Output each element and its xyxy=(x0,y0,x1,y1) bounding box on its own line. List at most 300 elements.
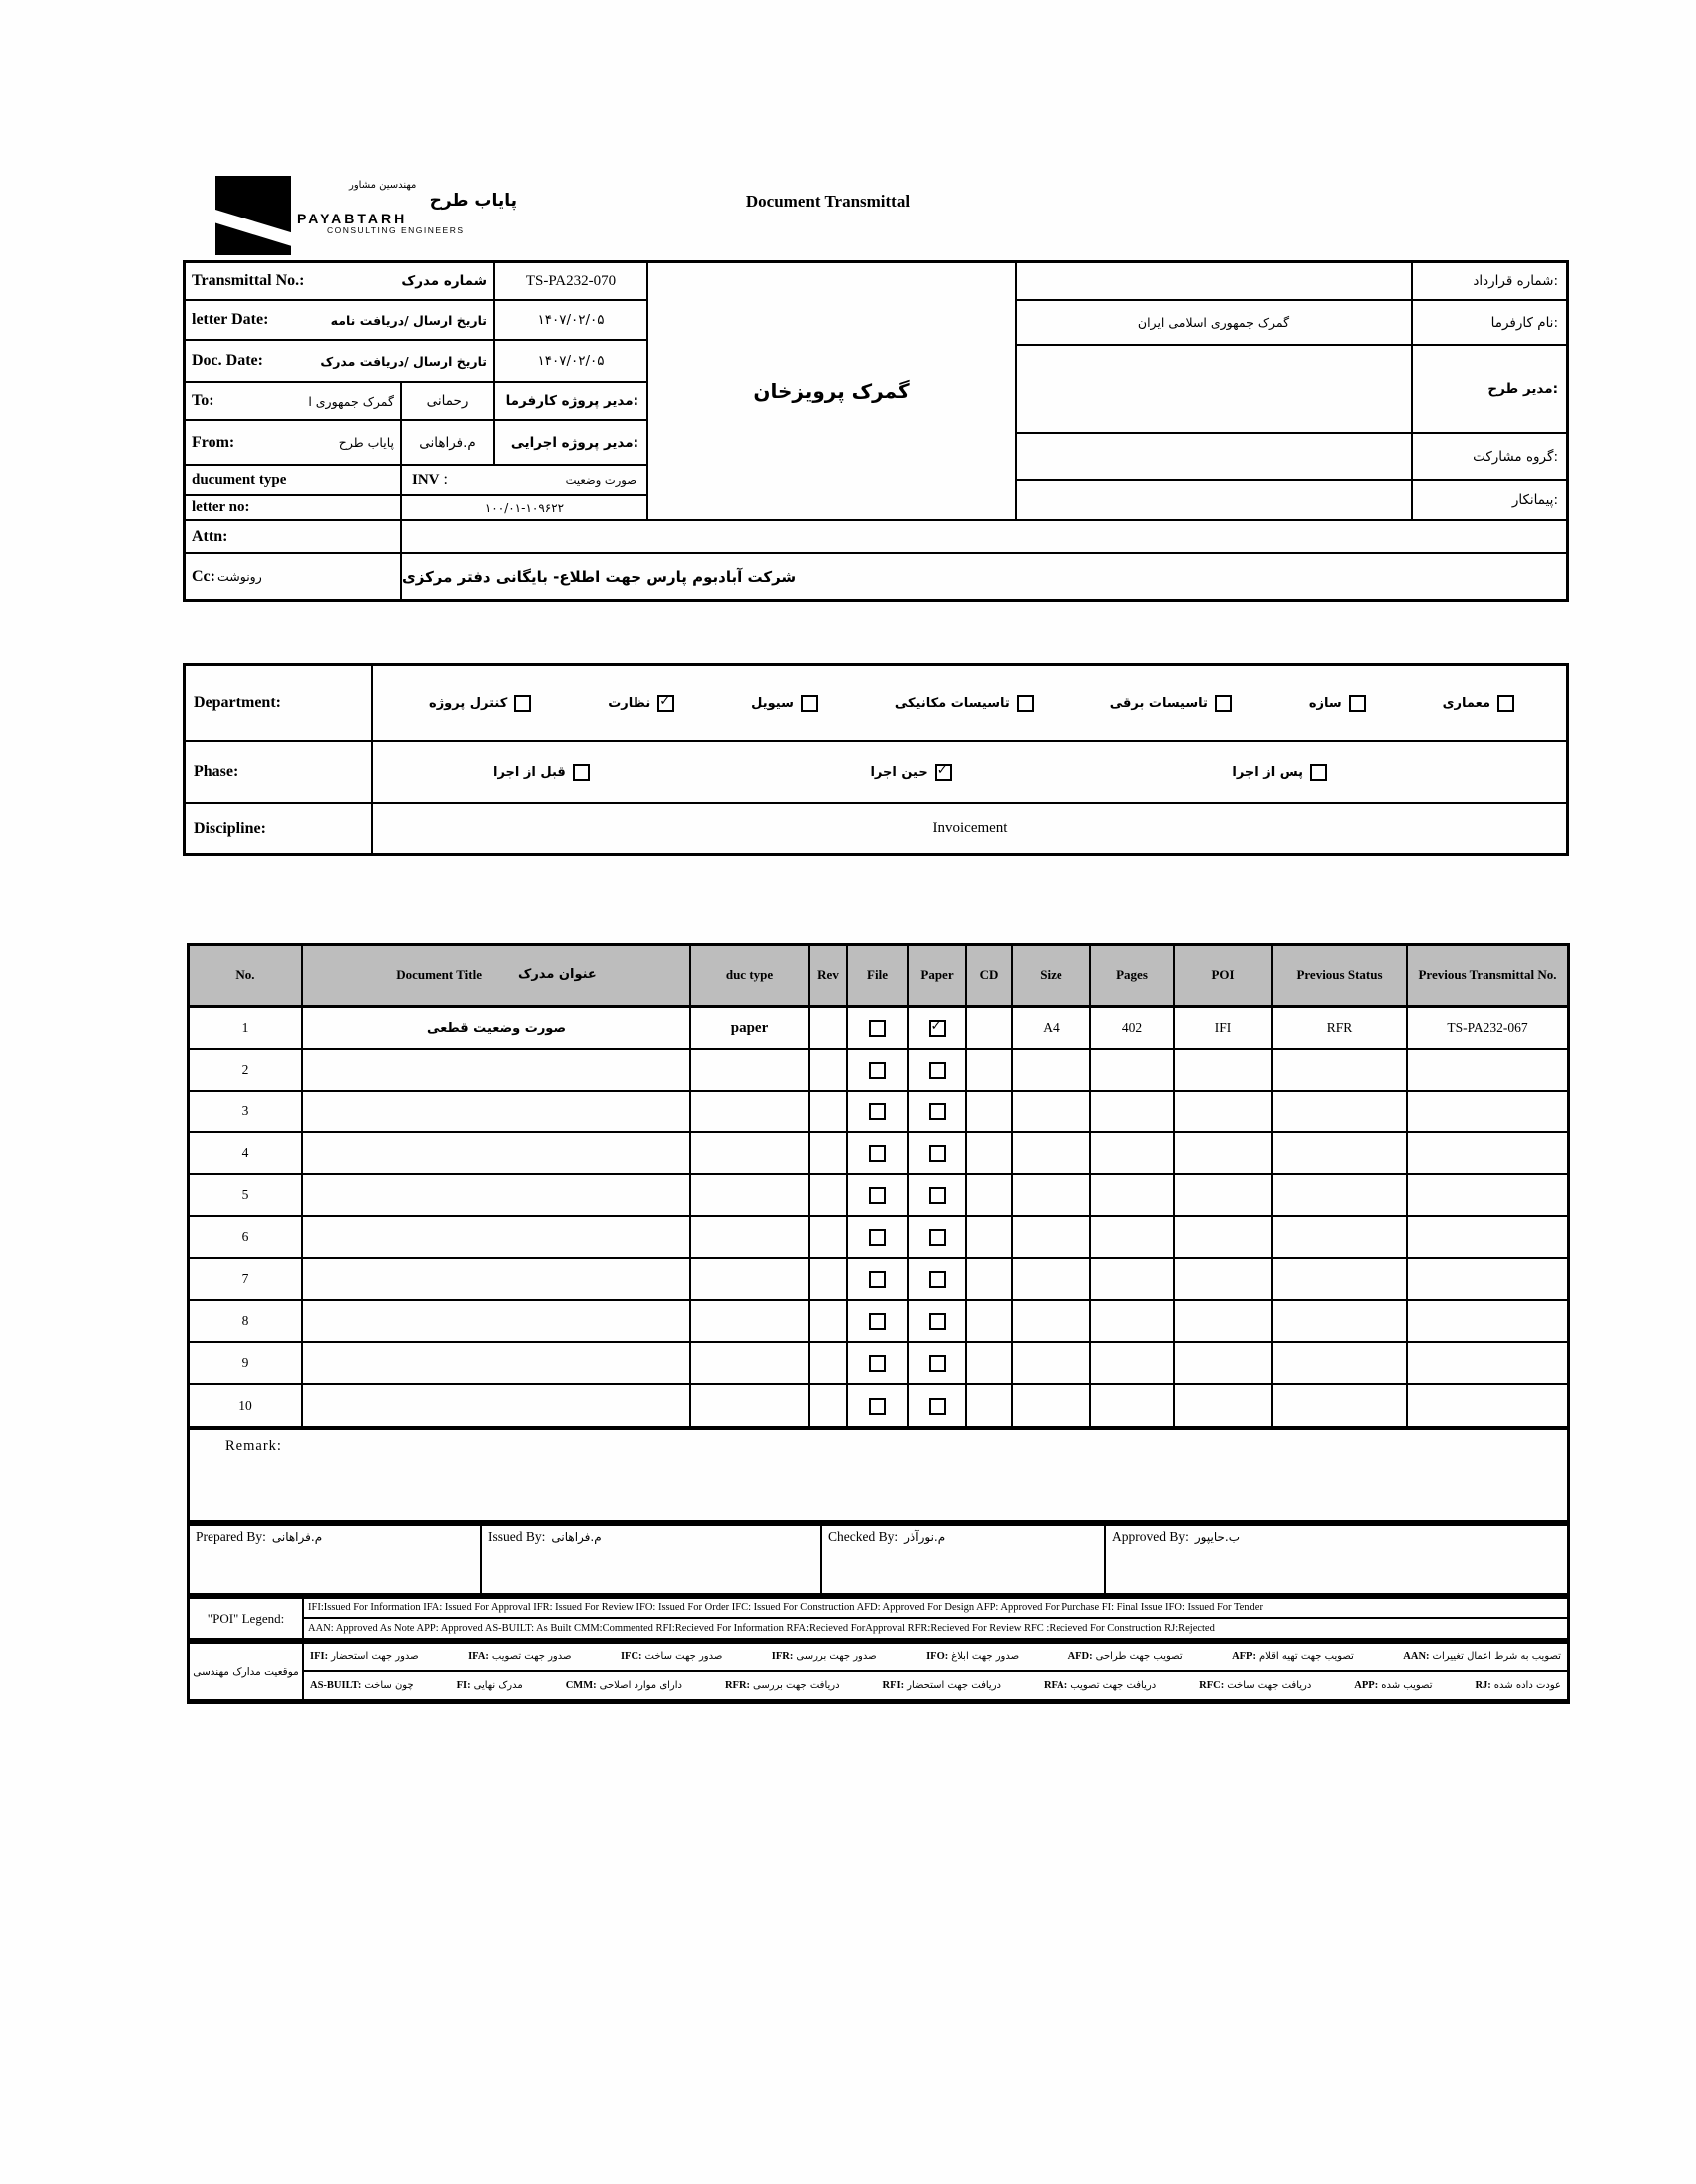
column-header-size: Size xyxy=(1013,946,1091,1008)
cc-label-cell xyxy=(186,554,402,599)
fa-legend-item xyxy=(1403,1651,1561,1662)
fa-legend-item xyxy=(1044,1680,1156,1691)
row6-size-cell xyxy=(1013,1217,1091,1259)
client-name-label: نام کارفرما: xyxy=(1413,301,1566,346)
row5-prev_transmittal-cell xyxy=(1408,1175,1567,1217)
row1-file-cell xyxy=(848,1008,909,1050)
poi-legend xyxy=(187,1596,1570,1641)
file-checkbox[interactable] xyxy=(869,1062,886,1079)
doc-date-label-en: Doc. Date: xyxy=(192,352,263,369)
row3-rev-cell xyxy=(810,1092,848,1133)
contract-no-value xyxy=(1017,263,1413,301)
row4-no-cell: 4 xyxy=(190,1133,303,1175)
logo-fa-name: پایاب طرح xyxy=(429,190,517,211)
file-checkbox[interactable] xyxy=(869,1271,886,1288)
design-manager-value xyxy=(1017,346,1413,434)
executive-pm-label: مدیر پروژه اجرایی: xyxy=(495,421,648,466)
issued-by-label: Issued By: xyxy=(488,1529,546,1544)
department-option[interactable] xyxy=(1443,695,1514,712)
approved-by-label: Approved By: xyxy=(1112,1529,1189,1544)
file-checkbox[interactable] xyxy=(869,1103,886,1120)
fa-legend-item xyxy=(310,1680,414,1691)
row9-size-cell xyxy=(1013,1343,1091,1385)
from-value: پایاب طرح xyxy=(338,435,394,450)
row5-prev_status-cell xyxy=(1273,1175,1408,1217)
contract-no-label: شماره قرارداد: xyxy=(1413,263,1566,301)
fa-legend-item-code: IFI: xyxy=(310,1651,329,1663)
row7-prev_status-cell xyxy=(1273,1259,1408,1301)
remark-box xyxy=(187,1426,1570,1523)
row8-cd-cell xyxy=(967,1301,1013,1343)
fa-legend-item-code: AAN: xyxy=(1403,1651,1430,1663)
attn-label-cell xyxy=(186,521,402,554)
fa-legend-item-text: دارای موارد اصلاحی xyxy=(599,1679,682,1691)
row1-size-cell: A4 xyxy=(1013,1008,1091,1050)
row7-no-cell: 7 xyxy=(190,1259,303,1301)
row9-duc_type-cell xyxy=(691,1343,810,1385)
to-value: گمرک جمهوری ا xyxy=(308,393,394,409)
row1-prev_transmittal-cell: TS-PA232-067 xyxy=(1408,1008,1567,1050)
row9-prev_status-cell xyxy=(1273,1343,1408,1385)
doc-date-value: ۱۴۰۷/۰۲/۰۵ xyxy=(495,341,648,383)
from-label: From: xyxy=(192,433,235,451)
paper-checkbox[interactable] xyxy=(929,1398,946,1415)
file-checkbox[interactable] xyxy=(869,1020,886,1037)
cc-value: شرکت آبادبوم پارس جهت اطلاع- بایگانی دفتر مرکزی xyxy=(402,567,797,586)
row6-rev-cell xyxy=(810,1217,848,1259)
row7-file-cell xyxy=(848,1259,909,1301)
fa-legend-item-text: دریافت جهت استحضار xyxy=(907,1679,1001,1691)
issued-by-name: م.فراهانی xyxy=(551,1530,602,1544)
row3-paper-cell xyxy=(909,1092,967,1133)
row3-cd-cell xyxy=(967,1092,1013,1133)
department-checkbox[interactable] xyxy=(1017,695,1034,712)
column-header-rev: Rev xyxy=(810,946,848,1008)
department-option-label: سازه xyxy=(1308,695,1342,711)
fa-legend xyxy=(187,1641,1570,1704)
column-header-cd: CD xyxy=(967,946,1013,1008)
paper-checkbox[interactable] xyxy=(929,1145,946,1162)
row8-title-cell xyxy=(303,1301,691,1343)
column-header-title-en: Document Title xyxy=(396,967,483,983)
row10-file-cell xyxy=(848,1385,909,1427)
row4-rev-cell xyxy=(810,1133,848,1175)
fa-legend-item xyxy=(1232,1651,1354,1662)
row6-no-cell: 6 xyxy=(190,1217,303,1259)
row3-prev_status-cell xyxy=(1273,1092,1408,1133)
row2-prev_status-cell xyxy=(1273,1050,1408,1092)
fa-legend-item xyxy=(1199,1680,1311,1691)
prepared-by-name: م.فراهانی xyxy=(271,1530,323,1544)
row10-size-cell xyxy=(1013,1385,1091,1427)
row2-poi-cell xyxy=(1175,1050,1273,1092)
document-type-value-cell xyxy=(402,466,648,496)
phase-option-label: قبل از اجرا xyxy=(493,764,566,780)
row2-paper-cell xyxy=(909,1050,967,1092)
cc-label-fa: رونوشت xyxy=(216,569,262,584)
paper-checkbox[interactable] xyxy=(929,1313,946,1330)
row1-pages-cell: 402 xyxy=(1091,1008,1175,1050)
logo-fa-tagline: مهندسین مشاور xyxy=(349,180,417,191)
fa-legend-item xyxy=(310,1651,419,1662)
row7-rev-cell xyxy=(810,1259,848,1301)
row4-cd-cell xyxy=(967,1133,1013,1175)
row5-paper-cell xyxy=(909,1175,967,1217)
row9-prev_transmittal-cell xyxy=(1408,1343,1567,1385)
fa-legend-item xyxy=(1068,1651,1183,1662)
paper-checkbox[interactable] xyxy=(929,1187,946,1204)
row9-title-cell xyxy=(303,1343,691,1385)
fa-legend-item-text: تصویب شده xyxy=(1381,1679,1433,1691)
fa-legend-item-code: IFC: xyxy=(620,1651,642,1663)
row10-prev_status-cell xyxy=(1273,1385,1408,1427)
transmittal-no-label-fa: شماره مدرک xyxy=(401,273,487,289)
row7-prev_transmittal-cell xyxy=(1408,1259,1567,1301)
row7-size-cell xyxy=(1013,1259,1091,1301)
column-header-title-fa: عنوان مدرک xyxy=(518,967,597,983)
file-checkbox[interactable] xyxy=(869,1229,886,1246)
row2-size-cell xyxy=(1013,1050,1091,1092)
fa-legend-item xyxy=(468,1651,571,1662)
row2-file-cell xyxy=(848,1050,909,1092)
paper-checkbox[interactable] xyxy=(929,1271,946,1288)
fa-legend-item xyxy=(457,1680,523,1691)
row4-pages-cell xyxy=(1091,1133,1175,1175)
row2-no-cell: 2 xyxy=(190,1050,303,1092)
client-name-value: گمرک جمهوری اسلامی ایران xyxy=(1017,301,1413,346)
row6-file-cell xyxy=(848,1217,909,1259)
row5-cd-cell xyxy=(967,1175,1013,1217)
letter-date-value: ۱۴۰۷/۰۲/۰۵ xyxy=(495,301,648,341)
row4-paper-cell xyxy=(909,1133,967,1175)
poi-legend-line1: IFI:Issued For Information IFA: Issued For Approval IFR: Issued For Review IFO: Issued For Order IFC: Issued For Construction AFD: Approved For Design AFP: Approved For Purchase FI: Final Issue IFO: Issued For Tender xyxy=(304,1599,1567,1619)
fa-legend-item-code: FI: xyxy=(456,1679,471,1691)
attn-label: Attn: xyxy=(192,527,228,545)
fa-legend-label: موقعیت مدارک مهندسی xyxy=(190,1644,304,1699)
column-header-paper: Paper xyxy=(909,946,967,1008)
row4-prev_transmittal-cell xyxy=(1408,1133,1567,1175)
row2-title-cell xyxy=(303,1050,691,1092)
row10-title-cell xyxy=(303,1385,691,1427)
row6-prev_status-cell xyxy=(1273,1217,1408,1259)
cc-label-en: Cc: xyxy=(192,567,215,585)
logo-swoosh-shape xyxy=(215,208,291,252)
department-option[interactable] xyxy=(1110,695,1232,712)
row7-paper-cell xyxy=(909,1259,967,1301)
row4-poi-cell xyxy=(1175,1133,1273,1175)
row9-no-cell: 9 xyxy=(190,1343,303,1385)
row3-poi-cell xyxy=(1175,1092,1273,1133)
department-checkbox[interactable] xyxy=(657,695,674,712)
to-person: رحمانی xyxy=(402,383,495,421)
header-table xyxy=(183,260,1569,602)
to-cell xyxy=(186,383,402,421)
fa-legend-item-text: دریافت جهت بررسی xyxy=(753,1679,840,1691)
department-option[interactable] xyxy=(608,695,674,712)
row9-file-cell xyxy=(848,1343,909,1385)
row3-prev_transmittal-cell xyxy=(1408,1092,1567,1133)
row6-prev_transmittal-cell xyxy=(1408,1217,1567,1259)
row2-pages-cell xyxy=(1091,1050,1175,1092)
poi-legend-label: "POI" Legend: xyxy=(190,1599,304,1638)
contractor-label: پیمانکار: xyxy=(1413,481,1566,521)
letter-date-label-en: letter Date: xyxy=(192,311,269,328)
letter-no-label: letter no: xyxy=(192,499,250,515)
remark-label: Remark: xyxy=(225,1438,282,1454)
poi-legend-line2: AAN: Approved As Note APP: Approved AS-BUILT: As Built CMM:Commented RFI:Recieved For Information RFA:Recieved ForApproval RFR:Recieved For Review RFC :Recieved For Construction RJ:Rejected xyxy=(308,1622,1215,1634)
fa-legend-item xyxy=(772,1651,877,1662)
phase-option[interactable] xyxy=(493,764,590,781)
fa-legend-item-code: RFA: xyxy=(1043,1679,1068,1691)
phase-option-label: حین اجرا xyxy=(870,764,928,780)
fa-legend-item-code: CMM: xyxy=(565,1679,597,1691)
column-header-file: File xyxy=(848,946,909,1008)
client-pm-label: مدیر پروژه کارفرما: xyxy=(495,383,648,421)
row3-title-cell xyxy=(303,1092,691,1133)
fa-legend-item xyxy=(1354,1680,1432,1691)
row8-prev_transmittal-cell xyxy=(1408,1301,1567,1343)
row8-size-cell xyxy=(1013,1301,1091,1343)
row8-prev_status-cell xyxy=(1273,1301,1408,1343)
row3-no-cell: 3 xyxy=(190,1092,303,1133)
column-header-duc_type: duc type xyxy=(691,946,810,1008)
row10-prev_transmittal-cell xyxy=(1408,1385,1567,1427)
department-checkbox[interactable] xyxy=(514,695,531,712)
row1-title-cell: صورت وضعیت قطعی xyxy=(303,1008,691,1050)
letter-date-label-fa: تاریخ ارسال /دریافت نامه xyxy=(330,312,487,328)
fa-legend-item-text: تصویب جهت تهیه اقلام xyxy=(1258,1651,1354,1663)
row2-prev_transmittal-cell xyxy=(1408,1050,1567,1092)
file-checkbox[interactable] xyxy=(869,1313,886,1330)
from-person: م.فراهانی xyxy=(402,421,495,466)
phase-label: Phase: xyxy=(186,742,373,804)
row1-rev-cell xyxy=(810,1008,848,1050)
fa-legend-item-code: IFA: xyxy=(468,1651,489,1663)
department-checkbox[interactable] xyxy=(1349,695,1366,712)
fa-legend-item-code: RFC: xyxy=(1199,1679,1225,1691)
department-checkbox[interactable] xyxy=(1497,695,1514,712)
document-list-table xyxy=(187,943,1570,1430)
fa-legend-item-text: مدرک نهایی xyxy=(473,1679,523,1691)
letter-no-value: ۱۰۰/۰۱-۱۰۹۶۲۲ xyxy=(402,496,648,521)
contractor-value xyxy=(1017,481,1413,521)
fa-legend-item-text: صدور جهت استحضار xyxy=(331,1651,419,1663)
from-cell xyxy=(186,421,402,466)
department-option-label: معماری xyxy=(1442,695,1490,711)
column-header-prev_status: Previous Status xyxy=(1273,946,1408,1008)
fa-legend-line2 xyxy=(304,1672,1567,1700)
row5-title-cell xyxy=(303,1175,691,1217)
file-checkbox[interactable] xyxy=(869,1398,886,1415)
fa-legend-item-code: RJ: xyxy=(1475,1679,1491,1691)
phase-options xyxy=(373,742,1566,804)
fa-legend-item-text: تصویب جهت طراحی xyxy=(1095,1651,1183,1663)
row5-rev-cell xyxy=(810,1175,848,1217)
row5-no-cell: 5 xyxy=(190,1175,303,1217)
column-header-pages: Pages xyxy=(1091,946,1175,1008)
document-type-value: INV : xyxy=(412,471,448,488)
fa-legend-item-code: RFI: xyxy=(882,1679,905,1691)
department-option-label: تاسیسات برقی xyxy=(1109,695,1208,711)
fa-legend-item-code: AFD: xyxy=(1067,1651,1093,1663)
row4-title-cell xyxy=(303,1133,691,1175)
department-option[interactable] xyxy=(751,695,818,712)
row10-duc_type-cell xyxy=(691,1385,810,1427)
design-manager-label: مدیر طرح: xyxy=(1413,346,1566,434)
department-option[interactable] xyxy=(1309,695,1366,712)
row2-cd-cell xyxy=(967,1050,1013,1092)
row5-size-cell xyxy=(1013,1175,1091,1217)
fa-legend-item-text: صدور جهت بررسی xyxy=(796,1651,877,1663)
row2-duc_type-cell xyxy=(691,1050,810,1092)
row3-pages-cell xyxy=(1091,1092,1175,1133)
phase-option-label: پس از اجرا xyxy=(1232,764,1303,780)
row8-duc_type-cell xyxy=(691,1301,810,1343)
fa-legend-item xyxy=(1475,1680,1561,1691)
column-header-poi: POI xyxy=(1175,946,1273,1008)
transmittal-no-label-cell xyxy=(186,263,495,301)
fa-legend-item xyxy=(926,1651,1019,1662)
row7-duc_type-cell xyxy=(691,1259,810,1301)
row1-duc_type-cell: paper xyxy=(691,1008,810,1050)
department-option[interactable] xyxy=(429,695,531,712)
fa-legend-item-text: دریافت جهت ساخت xyxy=(1227,1679,1312,1691)
row9-paper-cell xyxy=(909,1343,967,1385)
department-option[interactable] xyxy=(895,695,1034,712)
paper-checkbox[interactable] xyxy=(929,1103,946,1120)
checked-by-label: Checked By: xyxy=(828,1529,899,1544)
fa-legend-item-text: تصویب به شرط اعمال تغییرات xyxy=(1432,1651,1561,1663)
fa-legend-item-code: AFP: xyxy=(1232,1651,1256,1663)
department-label: Department: xyxy=(186,666,373,742)
row1-prev_status-cell: RFR xyxy=(1273,1008,1408,1050)
fa-legend-item-text: چون ساخت xyxy=(364,1679,414,1691)
row1-no-cell: 1 xyxy=(190,1008,303,1050)
fa-legend-item xyxy=(725,1680,840,1691)
transmittal-no-label-en: Transmittal No.: xyxy=(192,272,305,289)
row4-duc_type-cell xyxy=(691,1133,810,1175)
file-checkbox[interactable] xyxy=(869,1145,886,1162)
paper-checkbox[interactable] xyxy=(929,1062,946,1079)
fa-legend-item-text: عودت داده شده xyxy=(1493,1679,1561,1691)
row1-poi-cell: IFI xyxy=(1175,1008,1273,1050)
row4-file-cell xyxy=(848,1133,909,1175)
row6-paper-cell xyxy=(909,1217,967,1259)
doc-date-label-fa: تاریخ ارسال /دریافت مدرک xyxy=(320,353,487,369)
row5-poi-cell xyxy=(1175,1175,1273,1217)
department-checkbox[interactable] xyxy=(1215,695,1232,712)
row10-paper-cell xyxy=(909,1385,967,1427)
row6-pages-cell xyxy=(1091,1217,1175,1259)
fa-legend-item-text: صدور جهت ابلاغ xyxy=(951,1651,1020,1663)
prepared-by-cell xyxy=(190,1526,482,1593)
row8-paper-cell xyxy=(909,1301,967,1343)
row7-poi-cell xyxy=(1175,1259,1273,1301)
to-label: To: xyxy=(192,392,214,409)
column-header-prev_transmittal: Previous Transmittal No. xyxy=(1408,946,1567,1008)
document-type-label: ducument type xyxy=(192,471,287,488)
row6-duc_type-cell xyxy=(691,1217,810,1259)
discipline-label: Discipline: xyxy=(186,804,373,853)
row7-title-cell xyxy=(303,1259,691,1301)
phase-checkbox[interactable] xyxy=(935,764,952,781)
project-name-cell: گمرک پرویزخان xyxy=(648,263,1017,521)
file-checkbox[interactable] xyxy=(869,1187,886,1204)
phase-option[interactable] xyxy=(1232,764,1327,781)
prepared-by-label: Prepared By: xyxy=(196,1529,266,1544)
approved-by-name: ب.حایپور xyxy=(1194,1530,1241,1544)
row5-file-cell xyxy=(848,1175,909,1217)
document-type-label-cell xyxy=(186,466,402,496)
row7-pages-cell xyxy=(1091,1259,1175,1301)
row6-title-cell xyxy=(303,1217,691,1259)
row10-cd-cell xyxy=(967,1385,1013,1427)
row5-pages-cell xyxy=(1091,1175,1175,1217)
fa-legend-line1 xyxy=(304,1644,1567,1672)
row1-cd-cell xyxy=(967,1008,1013,1050)
discipline-value: Invoicement xyxy=(932,820,1008,836)
row3-size-cell xyxy=(1013,1092,1091,1133)
row9-cd-cell xyxy=(967,1343,1013,1385)
signatures-row xyxy=(187,1523,1570,1596)
row2-rev-cell xyxy=(810,1050,848,1092)
department-option-label: کنترل پروژه xyxy=(429,695,508,711)
row8-no-cell: 8 xyxy=(190,1301,303,1343)
fa-legend-item xyxy=(566,1680,682,1691)
attn-value xyxy=(402,521,1566,554)
row4-size-cell xyxy=(1013,1133,1091,1175)
classification-table xyxy=(183,663,1569,856)
fa-legend-item-code: AS-BUILT: xyxy=(310,1679,362,1691)
row10-poi-cell xyxy=(1175,1385,1273,1427)
paper-checkbox[interactable] xyxy=(929,1020,946,1037)
row6-poi-cell xyxy=(1175,1217,1273,1259)
fa-legend-item-code: IFO: xyxy=(926,1651,949,1663)
file-checkbox[interactable] xyxy=(869,1355,886,1372)
letter-date-label-cell xyxy=(186,301,495,341)
phase-checkbox[interactable] xyxy=(1310,764,1327,781)
department-option-label: نظارت xyxy=(608,695,651,711)
paper-checkbox[interactable] xyxy=(929,1229,946,1246)
jv-group-label: گروه مشارکت: xyxy=(1413,434,1566,481)
fa-legend-item-text: صدور جهت ساخت xyxy=(644,1651,723,1663)
fa-legend-item xyxy=(883,1680,1001,1691)
fa-legend-item xyxy=(621,1651,722,1662)
row8-pages-cell xyxy=(1091,1301,1175,1343)
department-checkbox[interactable] xyxy=(801,695,818,712)
fa-legend-item-code: RFR: xyxy=(724,1679,751,1691)
phase-option[interactable] xyxy=(870,764,951,781)
logo-text-block xyxy=(297,180,517,236)
transmittal-no-value: TS-PA232-070 xyxy=(495,263,648,301)
page-title: Document Transmittal xyxy=(745,192,911,211)
row8-poi-cell xyxy=(1175,1301,1273,1343)
row4-prev_status-cell xyxy=(1273,1133,1408,1175)
fa-legend-item-code: IFR: xyxy=(771,1651,794,1663)
phase-checkbox[interactable] xyxy=(573,764,590,781)
doc-date-label-cell xyxy=(186,341,495,383)
document-type-value-fa: صورت وضعیت xyxy=(565,473,636,487)
row6-cd-cell xyxy=(967,1217,1013,1259)
paper-checkbox[interactable] xyxy=(929,1355,946,1372)
row10-rev-cell xyxy=(810,1385,848,1427)
column-header-title xyxy=(303,946,691,1008)
row9-rev-cell xyxy=(810,1343,848,1385)
issued-by-cell xyxy=(482,1526,822,1593)
fa-legend-item-text: صدور جهت تصویب xyxy=(491,1651,572,1663)
row8-file-cell xyxy=(848,1301,909,1343)
logo-en-name: PAYABTARH xyxy=(297,211,408,227)
